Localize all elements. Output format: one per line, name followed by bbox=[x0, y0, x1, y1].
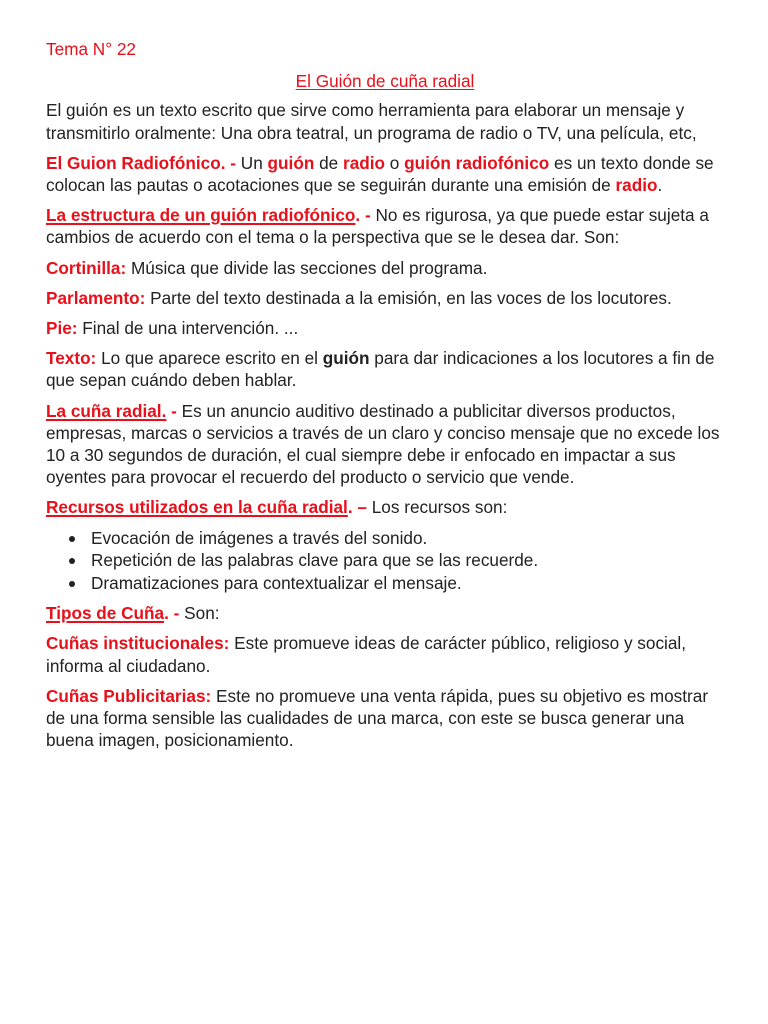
recursos-list bbox=[46, 527, 722, 595]
tipos-text: Son: bbox=[179, 603, 220, 624]
intro-paragraph: El guión es un texto escrito que sirve como herramienta para elaborar un mensaje y transmitirlo oralmente: Una obra teatral, un programa de radio o TV, una película, etc, bbox=[46, 100, 697, 143]
texto-text-1: Lo que aparece escrito en el bbox=[96, 348, 323, 369]
guion-keyword: guión bbox=[267, 152, 315, 173]
recursos-term: Recursos utilizados en la cuña radial bbox=[46, 497, 348, 518]
texto-text-2: para dar indicaciones a los locutores a fin de que sepan cuándo deben hablar. bbox=[46, 348, 715, 391]
estructura-separator: . - bbox=[355, 205, 371, 226]
guion-radiofonico-paragraph bbox=[46, 152, 722, 196]
parlamento-text: Parte del texto destinada a la emisión, en las voces de los locutores. bbox=[145, 287, 672, 308]
pie-text: Final de una intervención. ... bbox=[77, 318, 299, 339]
bullet-icon bbox=[69, 558, 75, 564]
cuna-radial-text: Es un anuncio auditivo destinado a publicitar diversos productos, empresas, marcas o servicios a través de un claro y conciso mensaje que no excede los 10 a 30 segundos de duración, el cual siempre debe ir enfocado en impactar a sus oyentes para provocar el recuerdo del producto o servicio que vende. bbox=[46, 400, 720, 488]
list-item-text: Repetición de las palabras clave para que se las recuerde. bbox=[91, 550, 539, 571]
pie-term: Pie: bbox=[46, 318, 78, 339]
institucionales-term: Cuñas institucionales: bbox=[46, 633, 230, 654]
tipos-term: Tipos de Cuña bbox=[46, 603, 165, 624]
estructura-paragraph bbox=[46, 204, 722, 248]
radio-keyword-2: radio bbox=[615, 175, 658, 196]
guion-radiofonico-text-1: Un bbox=[236, 152, 268, 173]
tema-label: Tema N° 22 bbox=[46, 39, 136, 59]
list-item-text: Dramatizaciones para contextualizar el mensaje. bbox=[91, 572, 462, 593]
tipos-separator: . - bbox=[164, 603, 180, 624]
pie-paragraph bbox=[46, 317, 722, 339]
publicitarias-term: Cuñas Publicitarias: bbox=[46, 685, 212, 706]
cuna-radial-separator: - bbox=[166, 400, 177, 421]
radio-keyword: radio bbox=[343, 152, 386, 173]
recursos-paragraph bbox=[46, 496, 722, 518]
cuna-radial-paragraph bbox=[46, 400, 722, 489]
texto-term: Texto: bbox=[46, 348, 97, 369]
guion-radiofonico-term: El Guion Radiofónico. - bbox=[46, 152, 237, 173]
cortinilla-text: Música que divide las secciones del programa. bbox=[126, 257, 488, 278]
estructura-text: No es rigurosa, ya que puede estar sujeta a cambios de acuerdo con el tema o la perspectiva que se le desea dar. Son: bbox=[46, 205, 709, 248]
texto-paragraph bbox=[46, 347, 722, 391]
bullet-icon bbox=[69, 581, 75, 587]
estructura-term: La estructura de un guión radiofónico bbox=[46, 205, 356, 226]
guion-keyword-2: guión bbox=[322, 348, 370, 369]
publicitarias-text: Este no promueve una venta rápida, pues su objetivo es mostrar de una forma sensible las cualidades de una marca, con este se busca generar una buena imagen, posicionamiento. bbox=[46, 685, 709, 751]
cortinilla-paragraph bbox=[46, 257, 722, 279]
guion-radiofonico-text-4: es un texto donde se colocan las pautas o acotaciones que se seguirán durante una emisión de bbox=[46, 152, 714, 196]
list-item bbox=[46, 572, 722, 595]
tipos-paragraph bbox=[46, 602, 722, 624]
list-item bbox=[46, 549, 722, 572]
institucionales-paragraph bbox=[46, 632, 722, 676]
publicitarias-paragraph bbox=[46, 685, 722, 752]
cuna-radial-term: La cuña radial. bbox=[46, 400, 167, 421]
list-item-text: Evocación de imágenes a través del sonido. bbox=[91, 527, 428, 548]
guion-radiofonico-text-5: . bbox=[657, 175, 663, 196]
recursos-text: Los recursos son: bbox=[366, 497, 508, 518]
document-page bbox=[46, 38, 722, 759]
guion-radiofonico-text-3: o bbox=[385, 152, 405, 173]
bullet-icon bbox=[69, 536, 75, 542]
recursos-separator: . – bbox=[347, 497, 367, 518]
parlamento-term: Parlamento: bbox=[46, 287, 146, 308]
institucionales-text: Este promueve ideas de carácter público, religioso y social, informa al ciudadano. bbox=[46, 633, 687, 676]
guion-radiofonico-keyword: guión radiofónico bbox=[404, 152, 550, 173]
cortinilla-term: Cortinilla: bbox=[46, 257, 127, 278]
guion-radiofonico-text-2: de bbox=[314, 152, 343, 173]
parlamento-paragraph bbox=[46, 287, 722, 309]
list-item bbox=[46, 527, 722, 550]
document-title: El Guión de cuña radial bbox=[295, 71, 475, 92]
